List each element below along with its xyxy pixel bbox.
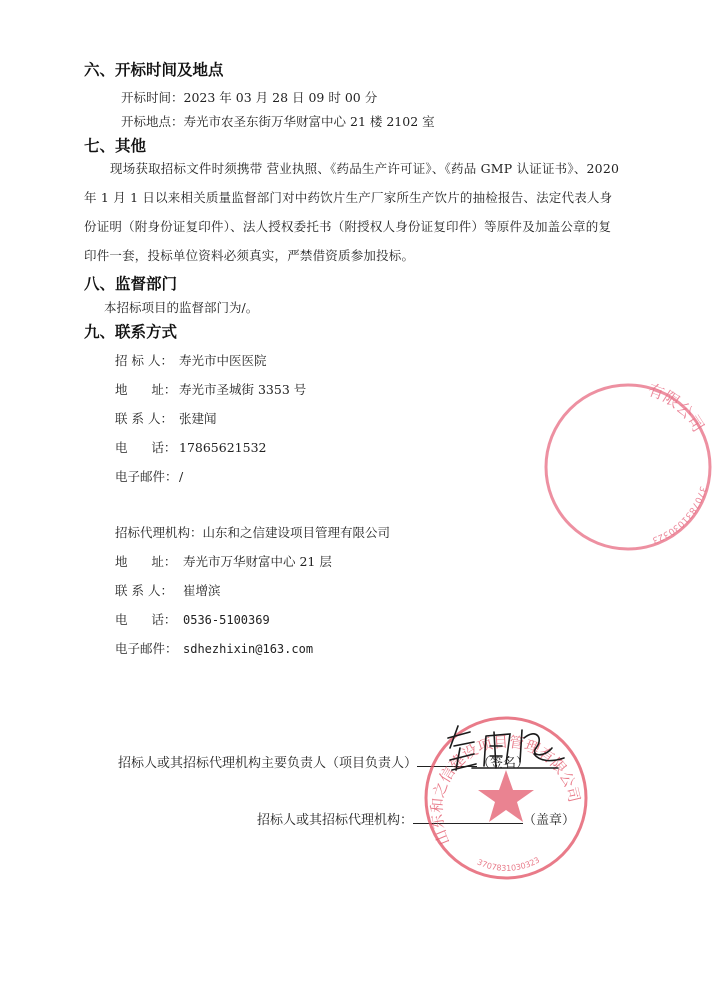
bid-opening-place [121, 112, 435, 130]
supervision-text: 本招标项目的监督部门为/。 [104, 300, 259, 315]
address-label-text: 地 址： [115, 382, 177, 397]
handwritten-signature [440, 718, 570, 778]
contact-label: 电子邮件： [115, 469, 178, 484]
svg-text:3707831030323: 3707831030323 [650, 484, 708, 545]
contact-label: 联 系 人： [115, 411, 173, 426]
bid-opening-place-label: 开标地点： [121, 114, 184, 129]
svg-text:有限公司: 有限公司 [645, 379, 709, 436]
tenderer-name-row [115, 351, 267, 369]
contact-value: 崔增滨 [183, 583, 221, 598]
contact-value: 张建闻 [179, 411, 217, 426]
contact-value: 寿光市万华财富中心 21 层 [183, 554, 332, 569]
seal-suffix: （盖章） [523, 813, 576, 828]
contact-value: 寿光市中医医院 [179, 353, 267, 368]
section7-paragraph-text: 现场获取招标文件时须携带 营业执照、《药品生产许可证》、《药品 GMP 认证证书》、2020 年 1 月 1 日以来相关质量监督部门对中药饮片生产厂家所生产饮片的抽检报告、法定代表人身份证明（附身份证复印件）、法人授权委托书（附授权人身份证复印件）等原件及加盖公章的复印件一套，投标单位资料必须真实，严禁借资质参加投标。 [84, 161, 620, 263]
contact-label: 联 系 人： [115, 583, 173, 598]
tenderer-address-row [115, 380, 306, 398]
tenderer-contact-row [115, 409, 217, 427]
bid-opening-time-label: 开标时间： [121, 90, 184, 105]
signature-suffix: （签名） [477, 756, 530, 771]
bid-opening-place-value: 寿光市农圣东街万华财富中心 21 楼 2102 室 [183, 114, 435, 129]
partial-seal-stamp [540, 370, 724, 560]
agency-address-row [115, 552, 332, 570]
agency-name-row [115, 523, 390, 541]
section8-heading: 八、监督部门 [84, 275, 178, 293]
phone-label-text: 电 话： [115, 440, 177, 455]
contact-label [115, 610, 183, 628]
section6-heading: 六、开标时间及地点 [84, 61, 224, 79]
contact-label [115, 380, 179, 398]
section7-paragraph [84, 154, 620, 270]
contact-label: 招 标 人： [115, 353, 173, 368]
section7-heading: 七、其他 [84, 137, 147, 155]
contact-label [115, 438, 179, 456]
section9-heading: 九、联系方式 [84, 323, 178, 341]
bid-opening-time [121, 88, 377, 106]
contact-label: 招标代理机构： [115, 525, 203, 540]
agency-contact-row [115, 581, 221, 599]
bid-opening-time-value: 2023 年 03 月 28 日 09 时 00 分 [183, 90, 378, 105]
address-label-text: 地 址： [115, 554, 177, 569]
seal-text: 山东和之信建设项目管理有限公司 [427, 732, 584, 848]
agency-phone-row [115, 610, 270, 628]
seal-label: 招标人或其招标代理机构： [257, 813, 414, 828]
contact-label: 电子邮件： [115, 641, 178, 656]
contact-value: 17865621532 [179, 440, 267, 455]
contact-value: 0536-5100369 [183, 613, 270, 627]
contact-value: sdhezhixin@163.com [183, 642, 314, 656]
signature-label: 招标人或其招标代理机构主要负责人（项目负责人） [118, 756, 418, 771]
contact-value: / [179, 469, 184, 484]
phone-label-text: 电 话： [115, 612, 177, 627]
seal-number: 3707831030323 [475, 855, 542, 873]
contact-value: 寿光市圣城街 3353 号 [179, 382, 307, 397]
contact-value: 山东和之信建设项目管理有限公司 [202, 525, 391, 540]
contact-label [115, 552, 183, 570]
tenderer-email-row [115, 467, 183, 485]
agency-email-row [115, 639, 313, 657]
tenderer-phone-row [115, 438, 266, 456]
